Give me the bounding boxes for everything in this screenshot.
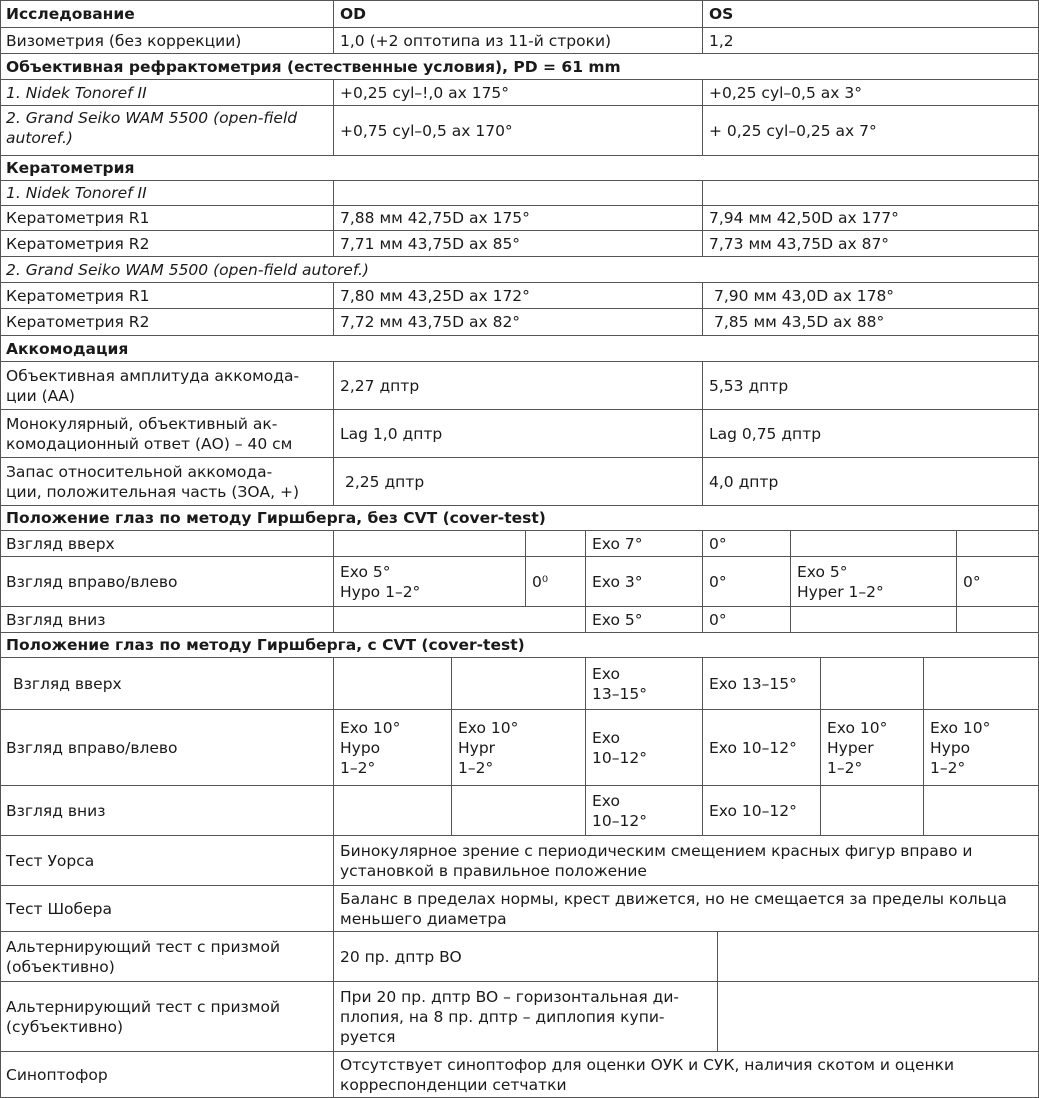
hirsch1-up-c1 (334, 531, 526, 557)
accom-ao-od: Lag 1,0 дптр (334, 410, 703, 458)
refract-r2-od: +0,75 cyl–0,5 ax 170° (334, 106, 703, 156)
kerat-title: Кератометрия (0, 156, 1039, 181)
hirsch2-down-c1 (334, 786, 452, 836)
hirsch2-down-c4: Exo 10–12° (703, 786, 821, 836)
refract-r2-os: + 0,25 cyl–0,25 ax 7° (703, 106, 1039, 156)
hirsch2-lr-c2: Exo 10° Hypr 1–2° (452, 710, 586, 786)
prism1-value: 20 пр. дптр BO (334, 932, 718, 982)
hirsch1-down-c4: 0° (703, 607, 791, 633)
hirsch2-up-c1 (334, 658, 452, 710)
hirsch1-lr-c1: Exo 5° Hypo 1–2° (334, 557, 526, 607)
hirsch1-down-c5 (791, 607, 957, 633)
refract-r1-label: 1. Nidek Tonoref II (0, 80, 334, 106)
hirsch1-up-c4: 0° (703, 531, 791, 557)
kerat-r1a-os: 7,94 мм 42,50D ax 177° (703, 206, 1039, 231)
accom-aa-os: 5,53 дптр (703, 362, 1039, 410)
kerat-r2a-od: 7,71 мм 43,75D ax 85° (334, 231, 703, 257)
prism2-label: Альтернирующий тест с призмой (субъективно) (0, 982, 334, 1052)
prism1-label: Альтернирующий тест с призмой (объективно) (0, 932, 334, 982)
hirsch2-up-c4: Exo 13–15° (703, 658, 821, 710)
hirsch1-lr-c3: Exo 3° (586, 557, 703, 607)
hirsch2-up-label: Взгляд вверх (0, 658, 334, 710)
accom-zoa-label: Запас относительной аккомода- ции, положительная часть (ЗОА, +) (0, 458, 334, 506)
accom-ao-label: Монокулярный, объективный ак- комодационный ответ (АО) – 40 см (0, 410, 334, 458)
kerat-r2b-os: 7,85 мм 43,5D ax 88° (703, 309, 1039, 336)
hirsch1-lr-c2: 0⁰ (526, 557, 586, 607)
schober-label: Тест Шобера (0, 886, 334, 932)
hirsch1-lr-c5: Exo 5° Hyper 1–2° (791, 557, 957, 607)
accom-aa-od: 2,27 дптр (334, 362, 703, 410)
kerat-r1b-label: Кератометрия R1 (0, 283, 334, 309)
hirsch2-lr-c6: Exo 10° Hypo 1–2° (924, 710, 1039, 786)
hirsch1-down-c6 (957, 607, 1039, 633)
hirsch2-lr-c1: Exo 10° Hypo 1–2° (334, 710, 452, 786)
hirsch2-up-c6 (924, 658, 1039, 710)
hirsch1-down-c1 (334, 607, 586, 633)
hirsch1-down-c3: Exo 5° (586, 607, 703, 633)
hirsch1-up-label: Взгляд вверх (0, 531, 334, 557)
visometry-os: 1,2 (703, 28, 1039, 54)
hirsch1-lr-c4: 0° (703, 557, 791, 607)
synopt-value: Отсутствует синоптофор для оценки ОУК и СУК, наличия скотом и оценки корреспонденции сетчатки (334, 1052, 1039, 1098)
schober-value: Баланс в пределах нормы, крест движется, но не смещается за пределы кольца меньшего диаметра (334, 886, 1039, 932)
hirsch2-down-c6 (924, 786, 1039, 836)
kerat-dev1: 1. Nidek Tonoref II (0, 181, 334, 206)
kerat-dev2: 2. Grand Seiko WAM 5500 (open-field autoref.) (0, 257, 1039, 283)
hirsch1-lr-c6: 0° (957, 557, 1039, 607)
visometry-label: Визометрия (без коррекции) (0, 28, 334, 54)
hirsch1-up-c6 (957, 531, 1039, 557)
hirsch2-lr-c5: Exo 10° Hyper 1–2° (821, 710, 924, 786)
kerat-r2a-label: Кератометрия R2 (0, 231, 334, 257)
refract-title: Объективная рефрактометрия (естественные условия), PD = 61 mm (0, 54, 1039, 80)
worth-value: Бинокулярное зрение с периодическим смещением красных фигур вправо и установкой в правильное положение (334, 836, 1039, 886)
hirsch2-up-c2 (452, 658, 586, 710)
header-os: OS (703, 0, 1039, 28)
kerat-r2b-od: 7,72 мм 43,75D ax 82° (334, 309, 703, 336)
hirsch1-up-c2 (526, 531, 586, 557)
header-exam: Исследование (0, 0, 334, 28)
kerat-r2b-label: Кератометрия R2 (0, 309, 334, 336)
kerat-r1b-os: 7,90 мм 43,0D ax 178° (703, 283, 1039, 309)
hirsch2-lr-label: Взгляд вправо/влево (0, 710, 334, 786)
accom-title: Аккомодация (0, 336, 1039, 362)
hirsch2-down-label: Взгляд вниз (0, 786, 334, 836)
hirsch2-down-c5 (821, 786, 924, 836)
hirsch1-up-c5 (791, 531, 957, 557)
kerat-r1b-od: 7,80 мм 43,25D ax 172° (334, 283, 703, 309)
hirsch1-title: Положение глаз по методу Гиршберга, без CVT (cover-test) (0, 506, 1039, 531)
prism1-empty (718, 932, 1039, 982)
accom-aa-label: Объективная амплитуда аккомода- ции (АА) (0, 362, 334, 410)
hirsch2-lr-c4: Exo 10–12° (703, 710, 821, 786)
kerat-dev1-os-empty (703, 181, 1039, 206)
refract-r1-od: +0,25 cyl–!,0 ax 175° (334, 80, 703, 106)
accom-ao-os: Lag 0,75 дптр (703, 410, 1039, 458)
worth-label: Тест Уорса (0, 836, 334, 886)
refract-r2-label: 2. Grand Seiko WAM 5500 (open-field autoref.) (0, 106, 334, 156)
hirsch1-up-c3: Exo 7° (586, 531, 703, 557)
hirsch2-up-c5 (821, 658, 924, 710)
header-od: OD (334, 0, 703, 28)
hirsch2-down-c3: Exo 10–12° (586, 786, 703, 836)
visometry-od: 1,0 (+2 оптотипа из 11-й строки) (334, 28, 703, 54)
hirsch2-title: Положение глаз по методу Гиршберга, с CVT (cover-test) (0, 633, 1039, 658)
hirsch1-down-label: Взгляд вниз (0, 607, 334, 633)
hirsch2-down-c2 (452, 786, 586, 836)
hirsch2-up-c3: Exo 13–15° (586, 658, 703, 710)
accom-zoa-od: 2,25 дптр (334, 458, 703, 506)
hirsch2-lr-c3: Exo 10–12° (586, 710, 703, 786)
kerat-dev1-od-empty (334, 181, 703, 206)
kerat-r1a-od: 7,88 мм 42,75D ax 175° (334, 206, 703, 231)
prism2-value: При 20 пр. дптр BO – горизонтальная ди- плопия, на 8 пр. дптр – диплопия купи- руется (334, 982, 718, 1052)
prism2-empty (718, 982, 1039, 1052)
hirsch1-lr-label: Взгляд вправо/влево (0, 557, 334, 607)
kerat-r2a-os: 7,73 мм 43,75D ax 87° (703, 231, 1039, 257)
kerat-r1a-label: Кератометрия R1 (0, 206, 334, 231)
refract-r1-os: +0,25 cyl–0,5 ax 3° (703, 80, 1039, 106)
synopt-label: Синоптофор (0, 1052, 334, 1098)
accom-zoa-os: 4,0 дптр (703, 458, 1039, 506)
